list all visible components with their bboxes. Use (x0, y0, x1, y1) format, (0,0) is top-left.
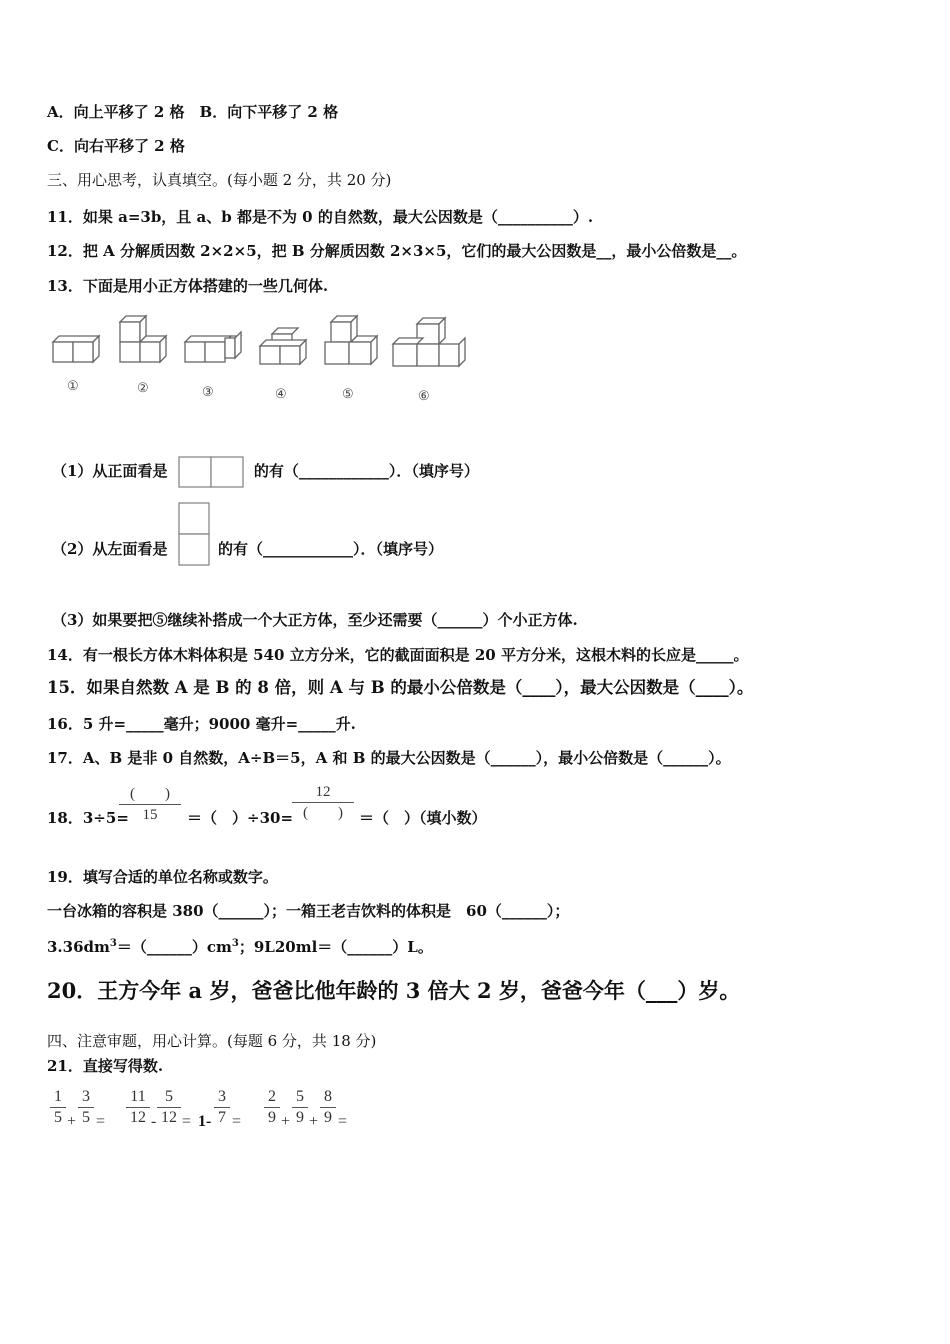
figure-label-2: ② (137, 380, 149, 395)
cube-figure-3 (185, 332, 241, 362)
cube-figure-1 (53, 336, 99, 362)
e1-eq: = (96, 1113, 106, 1130)
figure-label-6: ⑥ (418, 388, 430, 403)
cube-figures (45, 312, 475, 412)
question-17: 17．A、B 是非 0 自然数，A÷B＝5，A 和 B 的最大公因数是（______），最小公倍数是（______）。 (47, 749, 731, 767)
q18-f2-denominator: ( ) (303, 805, 343, 821)
figure-label-4: ④ (275, 386, 287, 401)
question-13-sub3: （3）如果要把⑤继续补搭成一个大正方体，至少还需要（______）个小正方体. (52, 611, 578, 629)
q18-prefix: 18．3÷5= (47, 809, 129, 827)
question-19-stem: 19．填写合适的单位名称或数字。 (47, 868, 278, 886)
sub1-suffix: 的有（____________）．（填序号） (253, 462, 479, 480)
q19-line2-a: 3.36dm (47, 938, 110, 956)
question-19-line1: 一台冰箱的容积是 380（______）；一箱王老吉饮料的体积是 60（______）； (47, 902, 570, 920)
e3-eq: = (232, 1113, 242, 1130)
cube-figure-4 (260, 328, 306, 364)
e3-frac-b: $\frac{3}{7}$ (214, 1087, 230, 1128)
e2-frac-b: $\frac{5}{12}$ (157, 1087, 181, 1128)
e1-frac-a: $\frac{1}{5}$ (50, 1087, 66, 1128)
question-21-expressions (50, 1087, 370, 1137)
q18-suffix: ＝（ ）（填小数） (359, 809, 487, 827)
q19-line2-c: ；9L20ml＝（______）L。 (238, 938, 433, 956)
question-14: 14．有一根长方体木料体积是 540 立方分米，它的截面面积是 20 平方分米，这根木料的长应是_____。 (47, 646, 749, 664)
question-16: 16．5 升=_____毫升；9000 毫升=_____升. (47, 715, 356, 733)
e2-frac-a: $\frac{11}{12}$ (126, 1087, 150, 1128)
front-view-shape (175, 455, 247, 489)
e4-eq: = (338, 1113, 348, 1130)
e2-op: - (151, 1113, 157, 1130)
question-13-sub1 (52, 455, 479, 489)
e4-frac-c: $\frac{8}{9}$ (320, 1087, 336, 1128)
cube-figure-2 (120, 316, 166, 362)
question-15: 15．如果自然数 A 是 B 的 8 倍，则 A 与 B 的最小公倍数是（____），最大公因数是（____）。 (47, 678, 754, 697)
option-c: C．向右平移了 2 格 (47, 137, 185, 155)
figure-label-3: ③ (202, 384, 214, 399)
q19-sup-2: 3 (231, 938, 239, 949)
q18-f1-denominator: 15 (142, 807, 158, 823)
e4-op2: + (309, 1113, 319, 1130)
option-ab: A．向上平移了 2 格 B．向下平移了 2 格 (47, 103, 339, 121)
e4-frac-b: $\frac{5}{9}$ (292, 1087, 308, 1128)
sub2-suffix: 的有（____________）．（填序号） (218, 540, 444, 558)
section3-heading: 三、用心思考，认真填空。(每小题 2 分，共 20 分) (47, 171, 392, 189)
section4-heading: 四、注意审题，用心计算。(每题 6 分，共 18 分) (47, 1032, 377, 1050)
q18-fraction-1 (119, 784, 181, 825)
q19-sup-1: 3 (109, 938, 117, 949)
question-11: 11．如果 a=3b，且 a、b 都是不为 0 的自然数，最大公因数是（__________）. (47, 208, 594, 226)
e1-frac-b: $\frac{3}{5}$ (78, 1087, 94, 1128)
q18-middle: ＝（ ）÷30= (187, 809, 294, 827)
sub1-prefix: （1）从正面看是 (52, 462, 168, 480)
e3-prefix: 1- (198, 1113, 212, 1130)
e1-op: + (67, 1113, 77, 1130)
e4-op1: + (281, 1113, 291, 1130)
figure-label-1: ① (67, 378, 79, 393)
q18-fraction-2 (292, 782, 354, 823)
question-20: 20．王方今年 a 岁，爸爸比他年龄的 3 倍大 2 岁，爸爸今年（___）岁。 (47, 978, 741, 1003)
question-21-stem: 21．直接写得数. (47, 1057, 164, 1075)
cube-figure-6 (393, 318, 465, 366)
question-19-line2 (47, 934, 433, 957)
e2-eq: = (182, 1113, 192, 1130)
cube-figure-5 (325, 316, 377, 364)
q18-f2-numerator: 12 (292, 782, 354, 803)
q19-line2-b: ＝（______）cm (116, 938, 232, 956)
question-13-stem: 13．下面是用小正方体搭建的一些几何体. (47, 277, 329, 295)
left-view-shape (176, 500, 212, 568)
sub2-prefix: （2）从左面看是 (52, 540, 168, 558)
q18-f1-numerator: ( ) (119, 784, 181, 805)
figure-label-5: ⑤ (342, 386, 354, 401)
e4-frac-a: $\frac{2}{9}$ (264, 1087, 280, 1128)
question-12: 12．把 A 分解质因数 2×2×5，把 B 分解质因数 2×3×5，它们的最大公因数是__，最小公倍数是__。 (47, 242, 747, 260)
